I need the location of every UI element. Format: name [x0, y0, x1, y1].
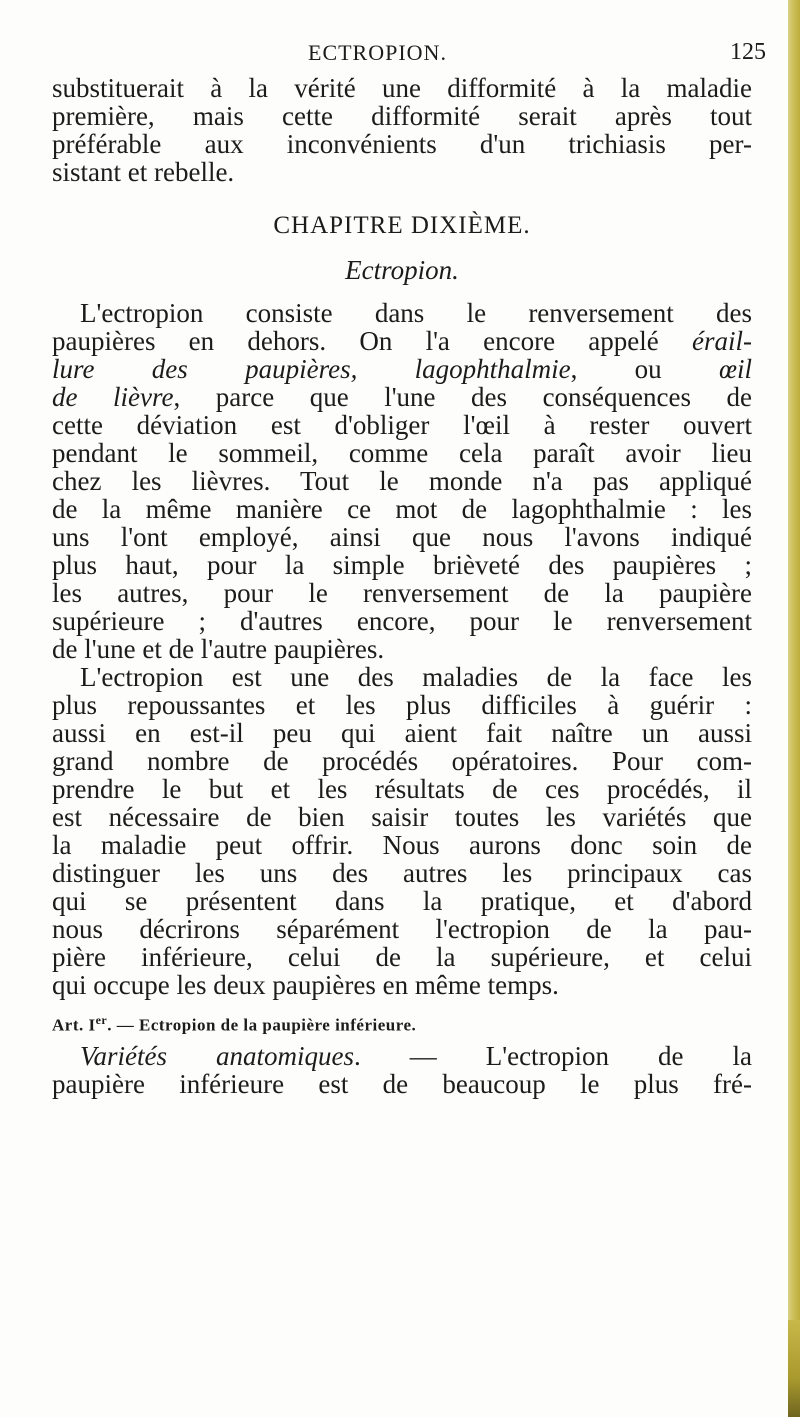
article-title: . — Ectropion de la paupière inférieure.: [107, 1015, 417, 1035]
paragraph-definition: [52, 298, 753, 664]
text-line: L'ectropion est une des maladies de la face les: [80, 662, 752, 692]
text-line: pière inférieure, celui de la supérieure, et celui: [52, 942, 752, 972]
text-line: est nécessaire de bien saisir toutes les variétés que: [52, 802, 752, 832]
article-label: Art. I: [52, 1015, 96, 1035]
italic-term: érail-: [692, 326, 752, 356]
text-line: qui se présentent dans la pratique, et d'abord: [52, 886, 752, 916]
text-line: paupière inférieure est de beaucoup le plus fré-: [52, 1069, 752, 1099]
text-line: uns l'ont employé, ainsi que nous l'avons indiqué: [52, 522, 752, 552]
text-line: [52, 1041, 752, 1071]
text-line: première, mais cette difformité serait après tout: [52, 101, 752, 131]
chapter-title: CHAPITRE DIXIÈME.: [273, 212, 531, 239]
text-line: sistant et rebelle.: [52, 157, 235, 187]
text-line: de l'une et de l'autre paupières.: [52, 634, 385, 664]
text-line: cette déviation est d'obliger l'œil à rester ouvert: [52, 410, 752, 440]
text-line: distinguer les uns des autres les principaux cas: [52, 858, 752, 888]
text-line: [52, 354, 753, 384]
page-edge-mark: [788, 1320, 800, 1417]
text-line: substituerait à la vérité une difformité à la maladie: [52, 73, 752, 103]
text-line: grand nombre de procédés opératoires. Pour com-: [52, 746, 752, 776]
page-edge: [788, 0, 800, 1417]
text-line: nous décrirons séparément l'ectropion de la pau-: [52, 914, 752, 944]
text-span: paupières en dehors. On l'a encore appelé: [52, 326, 692, 356]
text-line: supérieure ; d'autres encore, pour le renversement: [52, 606, 752, 636]
running-head: ECTROPION.: [308, 40, 447, 65]
text-line: chez les lièvres. Tout le monde n'a pas appliqué: [52, 466, 752, 496]
article-superscript: er: [95, 1013, 108, 1027]
chapter-subtitle: Ectropion.: [345, 255, 459, 285]
page-header: [52, 39, 766, 76]
text-line: plus repoussantes et les plus difficiles à guérir :: [52, 690, 752, 720]
text-line: pendant le sommeil, comme cela paraît avoir lieu: [52, 438, 752, 468]
text-line: de la même manière ce mot de lagophthalmie : les: [52, 494, 752, 524]
text-line: aussi en est-il peu qui aient fait naître un aussi: [52, 718, 752, 748]
text-line: L'ectropion consiste dans le renversement des: [80, 298, 752, 328]
text-line: qui occupe les deux paupières en même temps.: [52, 970, 559, 1000]
paragraph-difficulty: [52, 662, 752, 1000]
text-line: la maladie peut offrir. Nous aurons donc soin de: [52, 830, 752, 860]
text-line: [52, 382, 752, 412]
italic-term: Variétés anatomiques: [80, 1041, 354, 1071]
italic-term: de lièvre: [52, 382, 174, 412]
text-line: plus haut, pour la simple brièveté des paupières ;: [52, 550, 752, 580]
text-line: préférable aux inconvénients d'un trichiasis per-: [52, 129, 752, 159]
paragraph-varieties: [52, 1041, 752, 1099]
text-line: les autres, pour le renversement de la paupière: [52, 578, 752, 608]
text-span: , parce que l'une des conséquences de: [173, 382, 752, 412]
page-text: [52, 39, 766, 1100]
continuation-paragraph: [52, 73, 752, 187]
italic-term: lure des paupières, lagophthalmie: [52, 354, 571, 384]
text-span: , ou: [570, 354, 719, 384]
text-span: . — L'ectropion de la: [353, 1041, 752, 1071]
page-number: 125: [730, 39, 766, 65]
article-heading: [52, 1008, 752, 1035]
text-line: [52, 326, 752, 356]
text-line: prendre le but et les résultats de ces procédés, il: [52, 774, 752, 804]
italic-term: œil: [719, 354, 753, 384]
